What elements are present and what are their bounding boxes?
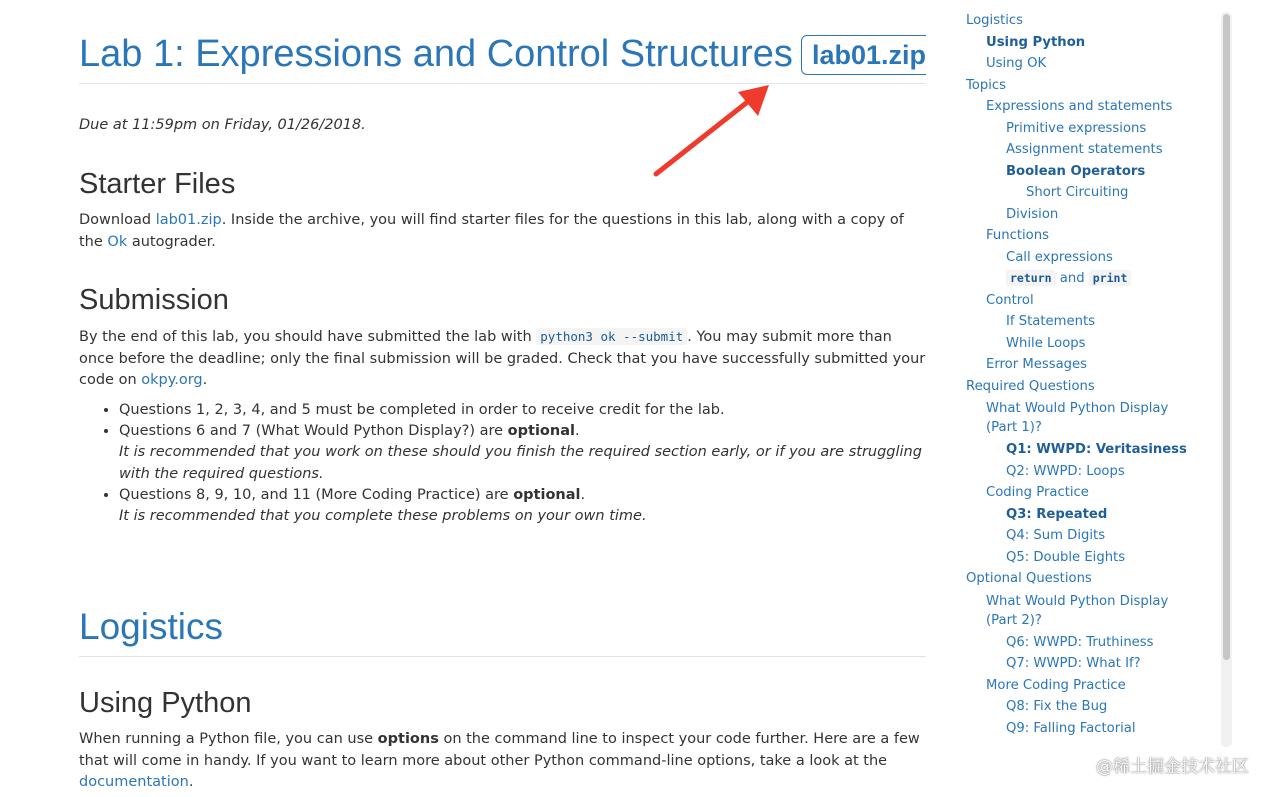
text: . [188,774,194,790]
toc-item[interactable] [956,247,1221,269]
toc-item[interactable] [956,696,1221,718]
text: autograder. [127,233,216,250]
toc-link[interactable]: Division [1006,206,1059,222]
text: . [580,486,586,503]
toc-item[interactable] [956,204,1221,226]
toc-link[interactable]: Using OK [986,56,1047,71]
list-item [119,421,926,485]
submission-paragraph [79,326,926,392]
return-code: return [1006,270,1056,286]
toc-item[interactable] [956,96,1221,118]
toc-scrollbar-thumb[interactable] [1223,14,1230,660]
toc-link[interactable]: Assignment statements [1006,142,1163,157]
toc-item[interactable] [956,290,1221,312]
toc-link-active[interactable]: Q3: Repeated [1006,506,1108,522]
toc-link[interactable]: Q9: Falling Factorial [1006,720,1136,736]
okpy-link[interactable]: okpy.org [141,372,203,388]
toc-item[interactable] [956,333,1221,355]
toc-link[interactable]: Q8: Fix the Bug [1006,699,1108,714]
toc-link-active[interactable]: Boolean Operators [1006,163,1146,179]
ok-link[interactable]: Ok [107,233,128,250]
toc-item[interactable] [956,32,1221,54]
toc-link[interactable]: Q7: WWPD: What If? [1006,656,1141,671]
toc-item[interactable] [956,311,1221,333]
text: Questions 8, 9, 10, and 11 (More Coding Practice) are [119,486,514,503]
toc-link-active[interactable]: Using Python [986,34,1086,50]
toc-link[interactable]: Functions [986,228,1049,243]
toc-item[interactable] [956,653,1221,675]
text: and [1059,271,1085,286]
toc-item[interactable] [956,399,1221,437]
toc-item[interactable] [956,675,1221,697]
toc-item[interactable] [956,225,1221,247]
text: . You may submit more than once before the deadline; only the final submission will be graded. Check that you have successfully submitted your code on [79,329,926,388]
toc-link[interactable]: Q6: WWPD: Truthiness [1006,634,1154,650]
logistics-divider [79,656,926,657]
list-item [119,400,926,421]
toc-link[interactable]: Primitive expressions [1006,120,1147,136]
toc-item[interactable] [956,525,1221,547]
toc-link[interactable]: Control [986,292,1034,308]
text: By the end of this lab, you should have submitted the lab with [79,329,537,345]
toc-link[interactable]: More Coding Practice [986,677,1126,693]
bold-text: optional [513,486,581,503]
title-divider [79,83,926,84]
toc-item[interactable] [956,268,1221,290]
page-title-text: Lab 1: Expressions and Control Structures [79,33,793,75]
bold-text: options [377,731,439,747]
text: . [574,423,580,440]
toc-item[interactable] [956,632,1221,654]
toc-link[interactable]: Expressions and statements [986,99,1173,114]
toc-item[interactable] [956,547,1221,569]
toc-item[interactable] [956,439,1221,461]
toc-item[interactable] [956,461,1221,483]
heading-starter-files: Starter Files [79,168,236,200]
text: When running a Python file, you can use [79,731,378,747]
toc-link-return-print[interactable] [1006,271,1131,286]
print-code: print [1089,270,1132,286]
starter-paragraph [79,210,926,253]
requirements-list [99,400,926,527]
text: on the command line to inspect your code further. Here are a few that will come in handy. If you want to learn more about other Python command-line options, take a look at the [79,731,920,769]
heading-using-python: Using Python [79,687,252,719]
bold-text: optional [507,423,575,440]
text: Download [79,212,156,228]
toc-link[interactable]: Q4: Sum Digits [1006,528,1106,543]
toc-item[interactable] [956,53,1221,75]
toc-link[interactable]: What Would Python Display (Part 1)? [986,401,1169,435]
note: It is recommended that you work on these should you finish the required section early, or if you are struggling with the required questions. [119,444,922,482]
toc-link[interactable]: Error Messages [986,357,1088,372]
text: Questions 6 and 7 (What Would Python Display?) are [119,423,508,440]
page-title [79,31,926,77]
toc-item[interactable] [956,161,1221,183]
using-python-paragraph [79,729,926,794]
heading-submission: Submission [79,284,229,316]
toc-item[interactable] [956,718,1221,740]
table-of-contents [956,10,1221,750]
documentation-link[interactable]: documentation [79,774,189,790]
toc-item[interactable] [956,354,1221,376]
download-zip-button[interactable]: lab01.zip [801,35,926,75]
list-item [119,485,926,527]
toc-item[interactable] [956,182,1221,204]
toc-link-active[interactable]: Q1: WWPD: Veritasiness [1006,442,1187,457]
main-content [79,0,926,797]
toc-item[interactable] [956,376,1221,398]
toc-link[interactable]: Q5: Double Eights [1006,549,1126,565]
due-date: Due at 11:59pm on Friday, 01/26/2018. [79,117,366,133]
toc-item[interactable] [956,504,1221,526]
toc-item[interactable] [956,118,1221,140]
toc-link[interactable]: While Loops [1006,335,1086,351]
toc-link[interactable]: Q2: WWPD: Loops [1006,463,1125,479]
toc-link[interactable]: Optional Questions [966,571,1092,586]
toc-link[interactable]: Call expressions [1006,249,1113,265]
toc-link[interactable]: What Would Python Display (Part 2)? [986,593,1169,628]
toc-item[interactable] [956,139,1221,161]
text: . [202,372,208,388]
heading-logistics: Logistics [79,606,223,647]
toc-link[interactable]: If Statements [1006,314,1095,329]
toc-link[interactable]: Required Questions [966,378,1095,394]
toc-item[interactable] [956,10,1221,32]
watermark: @稀土掘金技术社区 [1096,757,1249,777]
toc-item[interactable] [956,75,1221,97]
red-arrow-annotation [650,82,780,182]
text: Questions 1, 2, 3, 4, and 5 must be completed in order to receive credit for the lab. [119,402,725,418]
toc-link[interactable]: Short Circuiting [1026,185,1129,200]
text: . Inside the archive, you will find starter files for the questions in this lab, along with a copy of the [79,212,904,250]
toc-item[interactable] [956,592,1221,630]
toc-link[interactable]: Coding Practice [986,485,1089,500]
toc-item[interactable] [956,482,1221,504]
toc-link[interactable]: Logistics [966,13,1024,28]
submit-command: python3 ok --submit [536,328,687,345]
toc-link[interactable]: Topics [966,77,1007,93]
toc-item[interactable] [956,568,1221,590]
lab01-zip-link[interactable]: lab01.zip [155,212,222,228]
note: It is recommended that you complete these problems on your own time. [119,508,647,525]
